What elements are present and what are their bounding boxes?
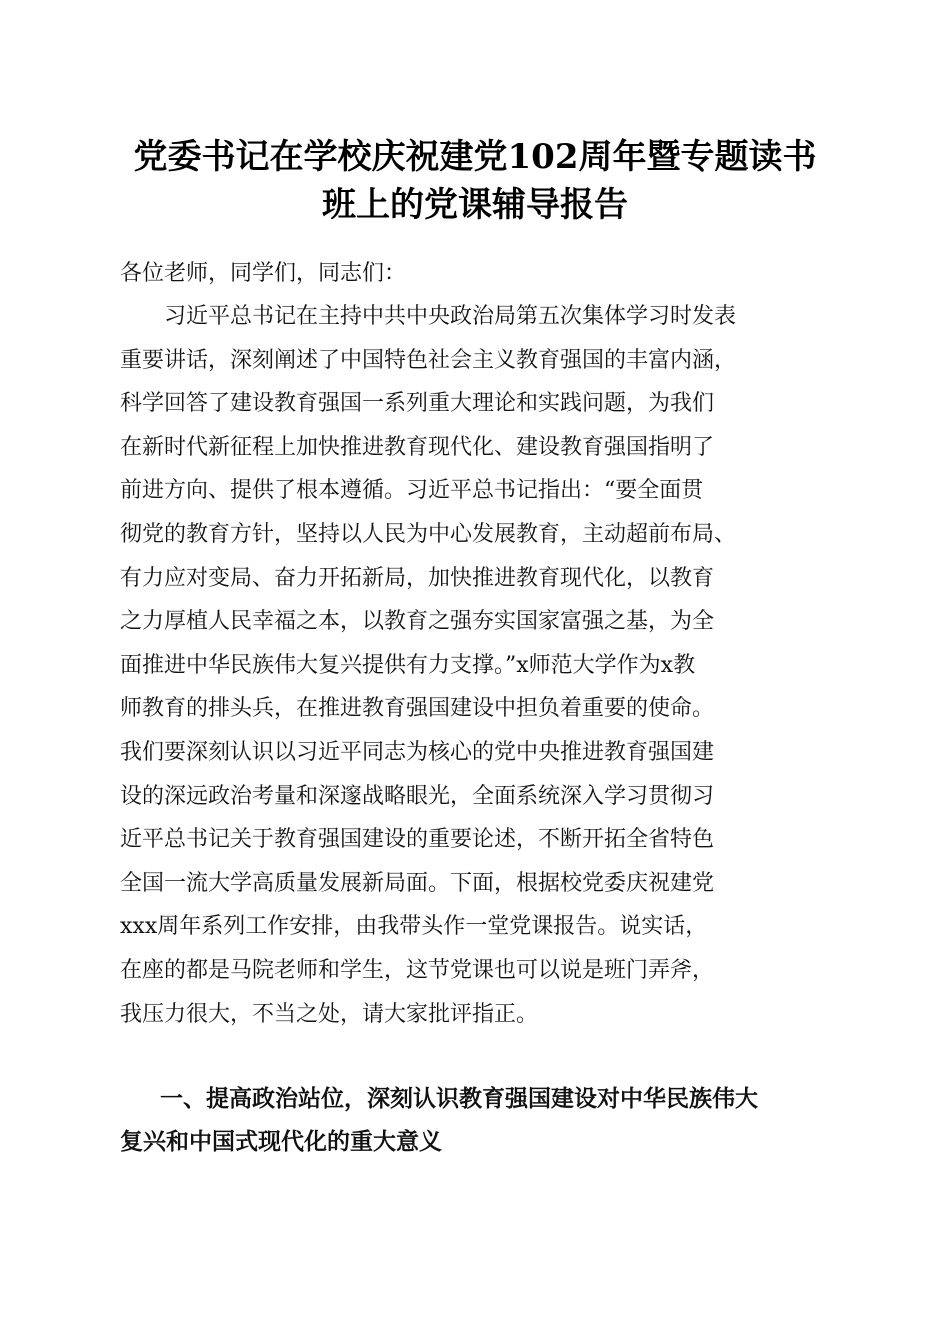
paragraph-line: 在新时代新征程上加快推进教育现代化、建设教育强国指明了 <box>120 434 715 460</box>
paragraph-line: xxx周年系列工作安排，由我带头作一堂党课报告。说实话， <box>120 914 708 940</box>
paragraph-line: 习近平总书记在主持中共中央政治局第五次集体学习时发表 <box>164 304 737 329</box>
paragraph-line: 在座的都是马院老师和学生，这节党课也可以说是班门弄斧， <box>120 957 715 983</box>
salutation: 各位老师，同学们，同志们： <box>120 261 407 286</box>
section-heading-line-1: 一、提高政治站位，深刻认识教育强国建设对中华民族伟大 <box>160 1086 758 1112</box>
title-line-1: 党委书记在学校庆祝建党102周年暨专题读书 <box>133 137 817 177</box>
paragraph-line: 科学回答了建设教育强国一系列重大理论和实践问题，为我们 <box>120 391 715 417</box>
title-line-2: 班上的党课辅导报告 <box>322 185 628 225</box>
section-heading-line-2: 复兴和中国式现代化的重大意义 <box>120 1129 442 1155</box>
paragraph-line: 面推进中华民族伟大复兴提供有力支撑。”x师范大学作为x教 <box>120 652 696 678</box>
paragraph-line: 近平总书记关于教育强国建设的重要论述，不断开拓全省特色 <box>120 827 715 853</box>
paragraph-line: 全国一流大学高质量发展新局面。下面，根据校党委庆祝建党 <box>120 870 715 896</box>
paragraph-line: 我压力很大，不当之处，请大家批评指正。 <box>120 1001 539 1027</box>
paragraph-line: 前进方向、提供了根本遵循。习近平总书记指出：“要全面贯 <box>120 478 704 504</box>
paragraph-line: 重要讲话，深刻阐述了中国特色社会主义教育强国的丰富内涵， <box>120 347 737 373</box>
paragraph-line: 有力应对变局、奋力开拓新局，加快推进教育现代化，以教育 <box>120 565 715 591</box>
paragraph-line: 之力厚植人民幸福之本，以教育之强夯实国家富强之基，为全 <box>120 609 715 635</box>
paragraph-line: 彻党的教育方针，坚持以人民为中心发展教育，主动超前布局、 <box>120 521 737 547</box>
paragraph-line: 师教育的排头兵，在推进教育强国建设中担负着重要的使命。 <box>120 696 715 722</box>
section-heading <box>120 1078 832 1164</box>
document-title <box>100 133 850 229</box>
paragraph-line: 设的深远政治考量和深邃战略眼光，全面系统深入学习贯彻习 <box>120 783 715 809</box>
body-paragraph <box>120 295 832 1036</box>
paragraph-line: 我们要深刻认识以习近平同志为核心的党中央推进教育强国建 <box>120 739 715 765</box>
